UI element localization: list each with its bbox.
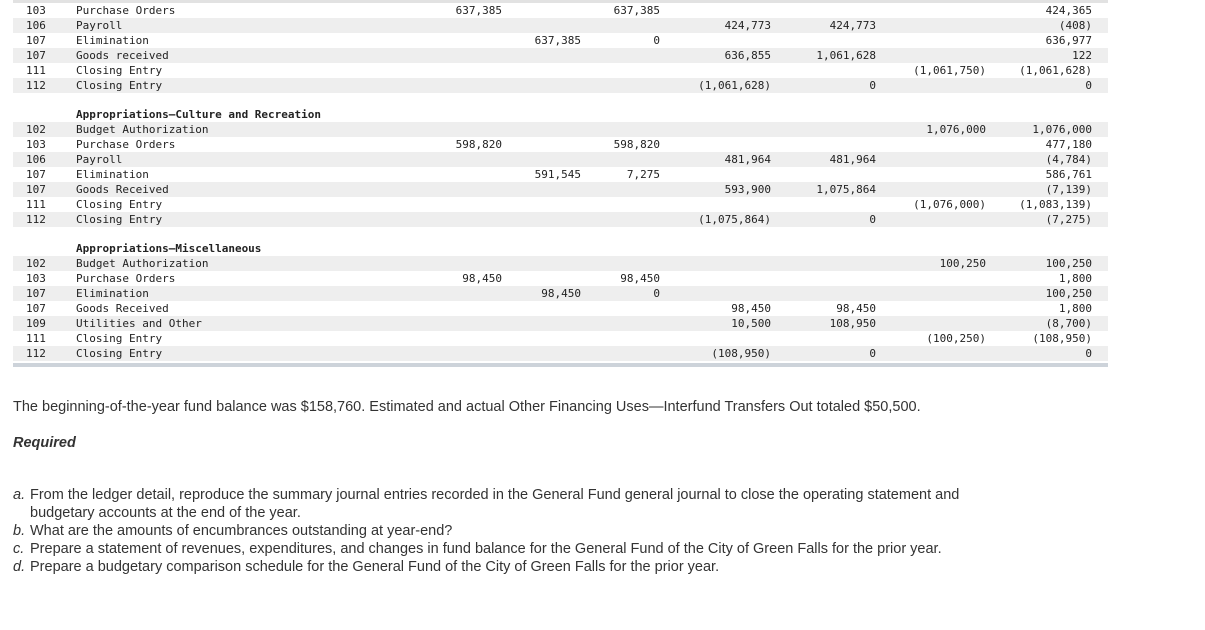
ledger-row: [13, 197, 1108, 212]
ref-cell: 102: [26, 257, 46, 270]
ledger-row: [13, 212, 1108, 227]
ref-cell: 109: [26, 317, 46, 330]
amount-cell-c2: 591,545: [534, 168, 581, 181]
amount-cell-c7: (8,700): [1045, 317, 1092, 330]
ref-cell: 107: [26, 49, 46, 62]
ledger-row: [13, 286, 1108, 301]
ref-cell: 103: [26, 272, 46, 285]
amount-cell-c5: 424,773: [829, 19, 876, 32]
question-item: [13, 540, 973, 558]
ledger-row: [13, 18, 1108, 33]
amount-cell-c7: 100,250: [1045, 257, 1092, 270]
ref-cell: 107: [26, 302, 46, 315]
amount-cell-c3: 0: [653, 34, 660, 47]
amount-cell-c3: 7,275: [626, 168, 660, 181]
ref-cell: 107: [26, 168, 46, 181]
description-cell: Payroll: [76, 153, 123, 166]
ledger-row: [13, 301, 1108, 316]
ledger-row: [13, 182, 1108, 197]
ledger-row: [13, 63, 1108, 78]
ref-cell: 103: [26, 138, 46, 151]
section-header-label: Appropriations—Culture and Recreation: [76, 108, 322, 121]
section-spacer: [13, 93, 1108, 107]
amount-cell-c7: (108,950): [1032, 332, 1092, 345]
ledger-body: [13, 3, 1108, 361]
amount-cell-c6: (1,061,750): [913, 64, 986, 77]
ledger-row: [13, 271, 1108, 286]
amount-cell-c7: (7,275): [1045, 213, 1092, 226]
description-cell: Purchase Orders: [76, 272, 176, 285]
amount-cell-c5: 0: [869, 79, 876, 92]
ref-cell: 112: [26, 213, 46, 226]
description-cell: Elimination: [76, 34, 149, 47]
amount-cell-c7: (4,784): [1045, 153, 1092, 166]
ledger-table: [13, 0, 1108, 367]
amount-cell-c7: 636,977: [1045, 34, 1092, 47]
question-text: Prepare a budgetary comparison schedule for the General Fund of the City of Green Falls for the prior year.: [30, 559, 720, 575]
amount-cell-c7: (1,083,139): [1019, 198, 1092, 211]
question-item: [13, 486, 973, 522]
amount-cell-c4: 593,900: [724, 183, 771, 196]
question-text: From the ledger detail, reproduce the summary journal entries recorded in the General Fund general journal to close the operating statement and budgetary accounts at the end of the year.: [30, 487, 960, 521]
amount-cell-c5: 98,450: [836, 302, 876, 315]
description-cell: Purchase Orders: [76, 4, 176, 17]
amount-cell-c4: (1,061,628): [698, 79, 771, 92]
amount-cell-c5: 1,061,628: [816, 49, 876, 62]
amount-cell-c1: 637,385: [455, 4, 502, 17]
description-cell: Closing Entry: [76, 347, 163, 360]
amount-cell-c5: 481,964: [829, 153, 876, 166]
description-cell: Budget Authorization: [76, 257, 209, 270]
amount-cell-c5: 108,950: [829, 317, 876, 330]
amount-cell-c7: (408): [1058, 19, 1092, 32]
amount-cell-c4: 10,500: [731, 317, 771, 330]
ledger-row: [13, 167, 1108, 182]
description-cell: Payroll: [76, 19, 123, 32]
ref-cell: 106: [26, 19, 46, 32]
amount-cell-c1: 98,450: [462, 272, 502, 285]
description-cell: Closing Entry: [76, 213, 163, 226]
ledger-row: [13, 331, 1108, 346]
question-item: [13, 522, 973, 540]
description-cell: Goods Received: [76, 183, 169, 196]
description-cell: Closing Entry: [76, 332, 163, 345]
amount-cell-c2: 98,450: [541, 287, 581, 300]
section-spacer: [13, 227, 1108, 241]
question-letter: d.: [13, 559, 26, 575]
problem-text: [13, 398, 973, 576]
question-list: [13, 486, 973, 576]
fund-balance-paragraph: The beginning-of-the-year fund balance was $158,760. Estimated and actual Other Financing Uses—Interfund Transfers Out totaled $50,500.: [13, 399, 921, 415]
amount-cell-c1: 598,820: [455, 138, 502, 151]
ref-cell: 111: [26, 332, 46, 345]
section-header: [13, 241, 1108, 256]
question-letter: b.: [13, 523, 26, 539]
ref-cell: 111: [26, 64, 46, 77]
description-cell: Goods Received: [76, 302, 169, 315]
ledger-bottom-border: [13, 363, 1108, 367]
description-cell: Closing Entry: [76, 198, 163, 211]
ledger-row: [13, 256, 1108, 271]
question-text: Prepare a statement of revenues, expenditures, and changes in fund balance for the General Fund of the City of Green Falls for the prior year.: [30, 541, 942, 557]
amount-cell-c4: 481,964: [724, 153, 771, 166]
amount-cell-c7: 0: [1085, 347, 1092, 360]
amount-cell-c6: (100,250): [926, 332, 986, 345]
amount-cell-c7: 122: [1072, 49, 1092, 62]
description-cell: Purchase Orders: [76, 138, 176, 151]
amount-cell-c4: (1,075,864): [698, 213, 771, 226]
amount-cell-c7: (1,061,628): [1019, 64, 1092, 77]
description-cell: Closing Entry: [76, 64, 163, 77]
amount-cell-c7: 0: [1085, 79, 1092, 92]
amount-cell-c7: 1,800: [1058, 302, 1092, 315]
description-cell: Elimination: [76, 168, 149, 181]
description-cell: Utilities and Other: [76, 317, 202, 330]
question-letter: a.: [13, 487, 26, 503]
ref-cell: 111: [26, 198, 46, 211]
ledger-row: [13, 3, 1108, 18]
amount-cell-c3: 98,450: [620, 272, 660, 285]
required-heading: Required: [13, 435, 76, 451]
amount-cell-c4: (108,950): [711, 347, 771, 360]
amount-cell-c3: 598,820: [613, 138, 660, 151]
amount-cell-c5: 0: [869, 213, 876, 226]
amount-cell-c6: 1,076,000: [926, 123, 986, 136]
amount-cell-c7: 100,250: [1045, 287, 1092, 300]
ref-cell: 112: [26, 79, 46, 92]
amount-cell-c4: 424,773: [724, 19, 771, 32]
description-cell: Elimination: [76, 287, 149, 300]
ledger-row: [13, 137, 1108, 152]
amount-cell-c5: 1,075,864: [816, 183, 876, 196]
ref-cell: 107: [26, 183, 46, 196]
amount-cell-c7: 477,180: [1045, 138, 1092, 151]
ledger-row: [13, 78, 1108, 93]
ledger-row: [13, 33, 1108, 48]
section-header-label: Appropriations—Miscellaneous: [76, 242, 262, 255]
ref-cell: 106: [26, 153, 46, 166]
amount-cell-c7: 1,076,000: [1032, 123, 1092, 136]
amount-cell-c7: 586,761: [1045, 168, 1092, 181]
amount-cell-c4: 98,450: [731, 302, 771, 315]
amount-cell-c7: (7,139): [1045, 183, 1092, 196]
ledger-row: [13, 48, 1108, 63]
question-item: [13, 558, 973, 576]
ref-cell: 103: [26, 4, 46, 17]
question-text: What are the amounts of encumbrances outstanding at year-end?: [30, 523, 453, 539]
ref-cell: 102: [26, 123, 46, 136]
ref-cell: 112: [26, 347, 46, 360]
amount-cell-c6: (1,076,000): [913, 198, 986, 211]
description-cell: Goods received: [76, 49, 169, 62]
question-letter: c.: [13, 541, 25, 557]
amount-cell-c5: 0: [869, 347, 876, 360]
ledger-row: [13, 152, 1108, 167]
ledger-row: [13, 122, 1108, 137]
section-header: [13, 107, 1108, 122]
amount-cell-c7: 424,365: [1045, 4, 1092, 17]
ref-cell: 107: [26, 34, 46, 47]
amount-cell-c3: 0: [653, 287, 660, 300]
ledger-row: [13, 346, 1108, 361]
amount-cell-c2: 637,385: [534, 34, 581, 47]
description-cell: Closing Entry: [76, 79, 163, 92]
amount-cell-c3: 637,385: [613, 4, 660, 17]
amount-cell-c4: 636,855: [724, 49, 771, 62]
amount-cell-c6: 100,250: [939, 257, 986, 270]
amount-cell-c7: 1,800: [1058, 272, 1092, 285]
ref-cell: 107: [26, 287, 46, 300]
description-cell: Budget Authorization: [76, 123, 209, 136]
ledger-row: [13, 316, 1108, 331]
